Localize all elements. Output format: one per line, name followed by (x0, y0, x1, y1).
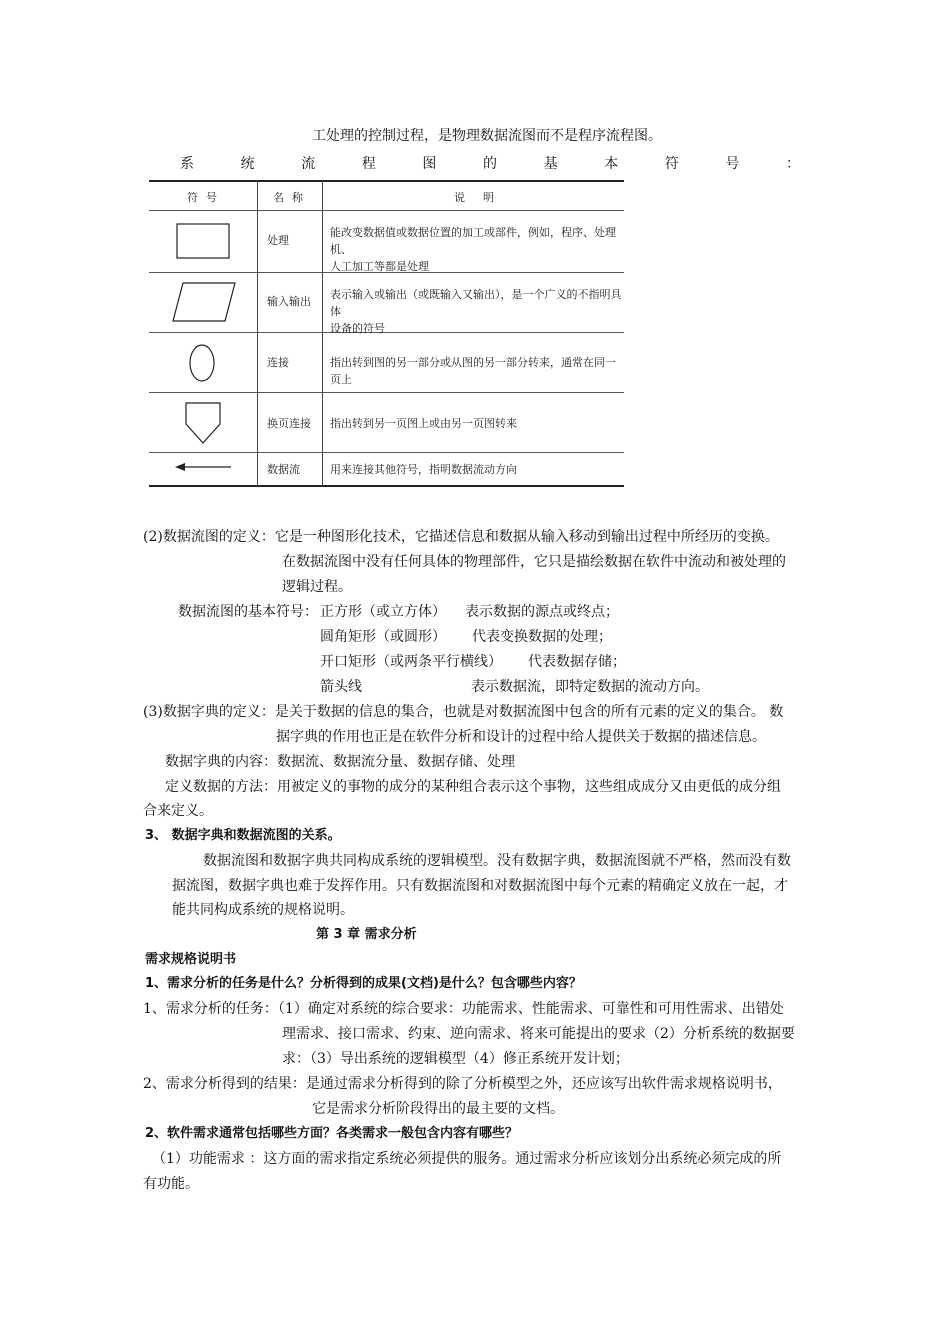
heading-char: 图 (422, 156, 437, 172)
row-desc-line: 人工加工等都是处理 (330, 260, 429, 273)
heading-char: 符 (664, 156, 679, 172)
answer-line: （1）功能需求 ：这方面的需求指定系统必须提供的服务。通过需求分析应该划分出系统必须完成的所 (152, 1151, 782, 1167)
symbols-heading (180, 155, 800, 173)
dfd-symbol-meaning: 代表变换数据的处理； (472, 629, 612, 645)
dict-def-line: (3)数据字典的定义：是关于数据的信息的集合，也就是对数据流图中包含的所有元素的定义的集合。 数 (143, 704, 784, 720)
question-heading: 1、需求分析的任务是什么？分析得到的成果(文档)是什么？包含哪些内容？ (145, 976, 582, 991)
heading-char: 的 (482, 156, 497, 172)
answer-line: 有功能。 (143, 1176, 199, 1192)
answer-line: 2、需求分析得到的结果：是通过需求分析得到的除了分析模型之外，还应该写出软件需求规格说明书， (143, 1076, 782, 1092)
arrow-icon (173, 460, 233, 474)
heading-char: 号 (725, 156, 740, 172)
row-desc-line: 表示输入或输出（或既输入又输出），是一个广义的不指明具体 (330, 288, 622, 318)
table-header-rule (149, 210, 624, 211)
circle-icon (187, 342, 217, 384)
parallelogram-icon (171, 280, 237, 324)
row-desc-line: 指出转到图的另一部分或从图的另一部分转来，通常在同一页上 (330, 356, 616, 386)
heading-char: 本 (604, 156, 619, 172)
row-desc-line: 能改变数据值或数据位置的加工或部件，例如，程序、处理机、 (330, 226, 616, 256)
section-paragraph-line: 能共同构成系统的规格说明。 (172, 902, 354, 918)
table-col-rule (322, 180, 323, 487)
dict-method-line: 合来定义。 (143, 803, 213, 819)
row-desc (330, 224, 624, 275)
question-heading: 2、软件需求通常包括哪些方面？各类需求一般包含内容有哪些？ (145, 1126, 519, 1141)
dfd-symbol-shape: 箭头线 (320, 679, 362, 695)
heading-char: 流 (301, 156, 316, 172)
row-desc-line: 设备的符号 (330, 322, 385, 335)
answer-line: 理需求、接口需求、约束、逆向需求、将来可能提出的要求（2）分析系统的数据要 (282, 1026, 795, 1042)
row-desc (330, 286, 624, 337)
dfd-symbols-label: 数据流图的基本符号： (178, 604, 318, 620)
dfd-symbol-meaning: 表示数据的源点或终点； (465, 604, 619, 620)
answer-line: 求：（3）导出系统的逻辑模型（4）修正系统开发计划； (282, 1051, 629, 1067)
row-name: 连接 (267, 356, 289, 369)
header-desc: 说明 (454, 191, 512, 204)
row-name: 处理 (267, 234, 289, 247)
heading-char: 基 (543, 156, 558, 172)
pentagon-icon (183, 400, 223, 446)
row-desc (330, 461, 517, 478)
dfd-symbol-meaning: 表示数据流，即特定数据的流动方向。 (471, 679, 709, 695)
dfd-def-line: 在数据流图中没有任何具体的物理部件，它只是描绘数据在软件中流动和被处理的 (282, 554, 786, 570)
intro-line: 工处理的控制过程，是物理数据流图而不是程序流程图。 (312, 128, 662, 144)
row-name: 数据流 (267, 463, 300, 476)
dict-method-line: 定义数据的方法：用被定义的事物的成分的某种组合表示这个事物，这些组成成分又由更低的成分组 (165, 779, 781, 795)
flowchart-symbols-table (149, 180, 624, 487)
chapter-title: 第 3 章 需求分析 (316, 927, 417, 942)
row-desc-line: 指出转到另一页图上或由另一页图转来 (330, 417, 517, 430)
dfd-symbol-meaning: 代表数据存储； (528, 654, 626, 670)
section-heading: 3、 数据字典和数据流图的关系。 (145, 828, 341, 843)
chapter-subtitle: 需求规格说明书 (145, 952, 237, 967)
section-paragraph-line: 数据流图和数据字典共同构成系统的逻辑模型。没有数据字典，数据流图就不严格，然而没有数 (203, 853, 791, 869)
dfd-symbol-shape: 正方形（或立方体） (320, 604, 446, 620)
table-row-rule (149, 452, 624, 453)
heading-char: 系 (180, 156, 194, 172)
table-col-rule (257, 180, 258, 487)
dfd-def-line: 逻辑过程。 (282, 579, 352, 595)
row-desc-line: 用来连接其他符号，指明数据流动方向 (330, 463, 517, 476)
heading-char: ： (785, 156, 800, 172)
section-paragraph-line: 据流图，数据字典也难于发挥作用。只有数据流图和对数据流图中每个元素的精确定义放在一起，才 (172, 878, 788, 894)
dict-def-line: 据字典的作用也正是在软件分析和设计的过程中给人提供关于数据的描述信息。 (276, 729, 766, 745)
row-name: 输入输出 (267, 295, 311, 308)
table-row-rule (149, 392, 624, 393)
rectangle-icon (175, 222, 231, 260)
header-symbol: 符号 (187, 191, 225, 204)
row-desc (330, 354, 624, 388)
header-name: 名称 (273, 191, 311, 204)
dfd-def-line: (2)数据流图的定义：它是一种图形化技术，它描述信息和数据从输入移动到输出过程中所经历的变换。 (143, 529, 779, 545)
answer-line: 它是需求分析阶段得出的最主要的文档。 (312, 1101, 564, 1117)
table-bottom-rule (149, 485, 624, 487)
row-name: 换页连接 (267, 417, 311, 430)
answer-line: 1、需求分析的任务：（1）确定对系统的综合要求：功能需求、性能需求、可靠性和可用性需求、出错处 (143, 1001, 784, 1017)
table-top-rule (149, 180, 624, 182)
dfd-symbol-shape: 圆角矩形（或圆形） (320, 629, 446, 645)
heading-char: 统 (240, 156, 255, 172)
row-desc (330, 415, 517, 432)
dict-content: 数据字典的内容：数据流、数据流分量、数据存储、处理 (165, 754, 515, 770)
heading-char: 程 (361, 156, 376, 172)
dfd-symbol-shape: 开口矩形（或两条平行横线） (320, 654, 502, 670)
